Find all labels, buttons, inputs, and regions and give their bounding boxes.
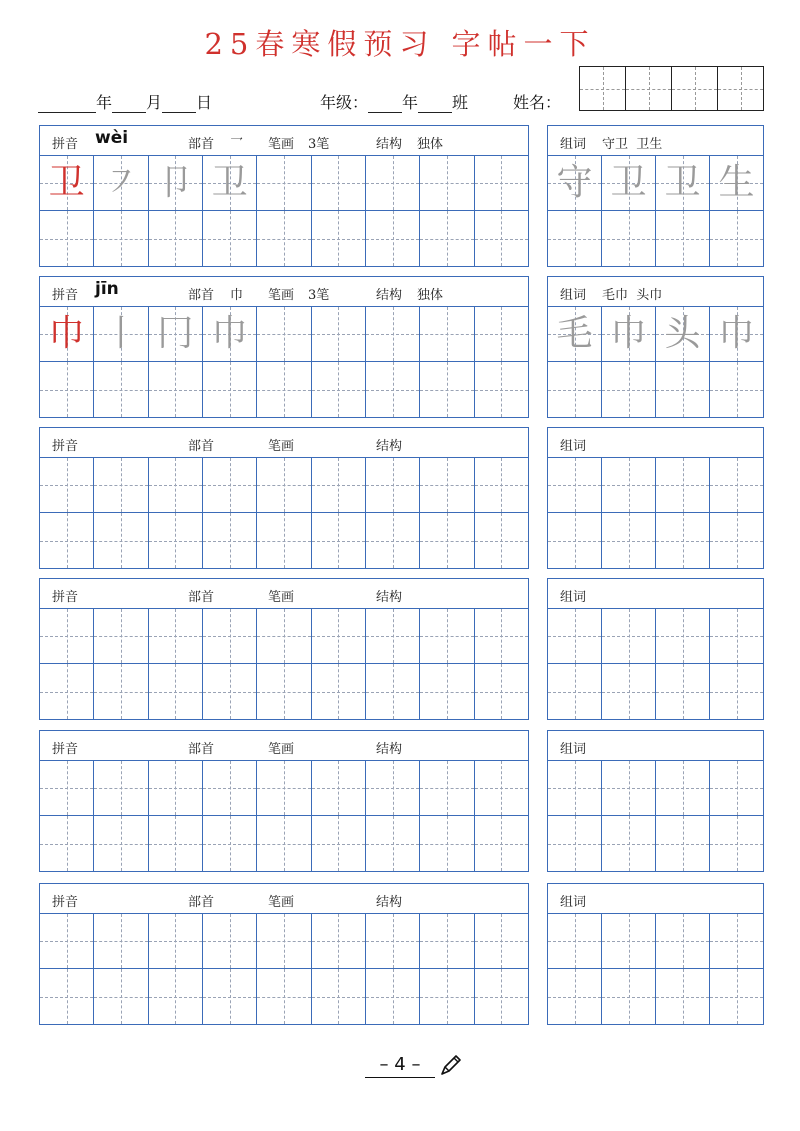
grade-year-label: 年: [402, 93, 419, 112]
writing-cell[interactable]: [312, 816, 366, 871]
word-cell[interactable]: [548, 156, 602, 210]
word-grid-box: [547, 883, 764, 1025]
word-character: 生: [718, 162, 755, 203]
main-character: 巾: [48, 313, 85, 354]
writing-cell[interactable]: [149, 969, 203, 1024]
grade-label: 年级：: [320, 93, 369, 112]
writing-cell[interactable]: [149, 458, 203, 512]
writing-cell[interactable]: [420, 211, 474, 266]
character-info-bar: [40, 126, 528, 156]
word-cell[interactable]: [656, 609, 710, 663]
writing-cell[interactable]: [312, 211, 366, 266]
writing-cell[interactable]: [203, 211, 257, 266]
writing-grid-box: [39, 125, 529, 267]
writing-cell[interactable]: [312, 609, 366, 663]
writing-cell[interactable]: [94, 362, 148, 417]
writing-cell[interactable]: [149, 307, 203, 361]
writing-cell[interactable]: [475, 969, 528, 1024]
word-cell[interactable]: [548, 969, 602, 1024]
writing-grid-box: [39, 427, 529, 569]
word-cell[interactable]: [710, 761, 763, 815]
word-cell[interactable]: [548, 458, 602, 512]
word-cell[interactable]: [602, 362, 656, 417]
writing-cell[interactable]: [94, 211, 148, 266]
writing-cell[interactable]: [420, 761, 474, 815]
writing-cell[interactable]: [257, 513, 311, 568]
writing-cell[interactable]: [366, 969, 420, 1024]
pinyin-label: 拼音: [52, 742, 79, 757]
writing-grid-box: [39, 578, 529, 720]
practice-block: [0, 276, 800, 418]
radical-label: 部首: [188, 439, 215, 454]
writing-cell[interactable]: [420, 664, 474, 719]
stroke-order-character: 丨: [102, 313, 139, 354]
writing-cell[interactable]: [203, 664, 257, 719]
radical-value: 乛: [230, 137, 244, 152]
writing-cell[interactable]: [203, 609, 257, 663]
word-cell[interactable]: [710, 513, 763, 568]
practice-block: [0, 125, 800, 267]
writing-cell[interactable]: [94, 816, 148, 871]
writing-cell[interactable]: [94, 307, 148, 361]
word-cell[interactable]: [602, 609, 656, 663]
writing-cell[interactable]: [257, 156, 311, 210]
writing-cell[interactable]: [203, 914, 257, 968]
writing-cell[interactable]: [475, 156, 528, 210]
character-info-bar: [40, 428, 528, 458]
writing-cell[interactable]: [312, 156, 366, 210]
word-grid-box: [547, 276, 764, 418]
word-cell[interactable]: [602, 664, 656, 719]
writing-cell[interactable]: [475, 513, 528, 568]
word-cell[interactable]: [710, 609, 763, 663]
strokes-label: 笔画: [268, 590, 295, 605]
words-label: 组词: [560, 137, 587, 152]
word-cell[interactable]: [548, 914, 602, 968]
writing-cell[interactable]: [203, 362, 257, 417]
writing-cell[interactable]: [312, 914, 366, 968]
name-grid[interactable]: [579, 66, 764, 111]
name-cell[interactable]: [626, 67, 672, 110]
writing-cell[interactable]: [420, 307, 474, 361]
writing-cell[interactable]: [257, 458, 311, 512]
writing-cell[interactable]: [40, 664, 94, 719]
word-cell[interactable]: [656, 458, 710, 512]
word-cell[interactable]: [602, 761, 656, 815]
writing-cell[interactable]: [149, 362, 203, 417]
writing-cell[interactable]: [420, 914, 474, 968]
class-label: 班: [452, 93, 469, 112]
strokes-label: 笔画: [268, 137, 295, 152]
writing-cell[interactable]: [94, 609, 148, 663]
radical-label: 部首: [188, 137, 215, 152]
writing-grid-box: [39, 276, 529, 418]
writing-cell[interactable]: [40, 914, 94, 968]
writing-cell[interactable]: [257, 362, 311, 417]
structure-label: 结构: [376, 742, 403, 757]
word-cell[interactable]: [710, 307, 763, 361]
writing-cell[interactable]: [40, 156, 94, 210]
writing-cell[interactable]: [149, 816, 203, 871]
words-value: 毛巾 头巾: [602, 288, 663, 303]
grade-year-blank[interactable]: [368, 97, 402, 113]
word-cell[interactable]: [656, 816, 710, 871]
words-label: 组词: [560, 895, 587, 910]
word-cell[interactable]: [548, 816, 602, 871]
structure-label: 结构: [376, 439, 403, 454]
writing-cell[interactable]: [257, 664, 311, 719]
writing-cell[interactable]: [203, 307, 257, 361]
word-cell[interactable]: [548, 664, 602, 719]
writing-cell[interactable]: [366, 609, 420, 663]
word-cell[interactable]: [602, 156, 656, 210]
practice-block: [0, 883, 800, 1025]
word-character: 卫: [610, 162, 647, 203]
radical-value: 巾: [230, 288, 244, 303]
writing-cell[interactable]: [40, 816, 94, 871]
word-character: 巾: [718, 313, 755, 354]
class-blank[interactable]: [418, 97, 452, 113]
radical-label: 部首: [188, 895, 215, 910]
writing-cell[interactable]: [257, 211, 311, 266]
writing-cell[interactable]: [420, 458, 474, 512]
words-label: 组词: [560, 439, 587, 454]
writing-cell[interactable]: [203, 458, 257, 512]
writing-cell[interactable]: [257, 914, 311, 968]
word-cell[interactable]: [602, 914, 656, 968]
writing-cell[interactable]: [312, 969, 366, 1024]
page-title: 25春寒假预习 字帖一下: [204, 27, 596, 61]
word-cell[interactable]: [548, 307, 602, 361]
structure-value: 独体: [417, 137, 444, 152]
words-info-bar: [548, 731, 763, 761]
word-cell[interactable]: [548, 211, 602, 266]
word-cell[interactable]: [710, 211, 763, 266]
structure-label: 结构: [376, 137, 403, 152]
name-cell[interactable]: [672, 67, 718, 110]
pinyin-label: 拼音: [52, 137, 79, 152]
word-cell[interactable]: [602, 211, 656, 266]
stroke-order-character: 巾: [211, 313, 248, 354]
writing-cell[interactable]: [203, 761, 257, 815]
pencil-icon: [438, 1052, 464, 1078]
writing-cell[interactable]: [366, 513, 420, 568]
writing-cell[interactable]: [475, 609, 528, 663]
words-label: 组词: [560, 590, 587, 605]
writing-cell[interactable]: [203, 156, 257, 210]
words-label: 组词: [560, 742, 587, 757]
character-info-bar: [40, 884, 528, 914]
strokes-value: 3笔: [308, 137, 330, 152]
day-blank[interactable]: [162, 97, 196, 113]
word-cell[interactable]: [710, 458, 763, 512]
word-cell[interactable]: [548, 513, 602, 568]
writing-cell[interactable]: [203, 816, 257, 871]
writing-cell[interactable]: [420, 513, 474, 568]
writing-cell[interactable]: [40, 211, 94, 266]
word-character: 毛: [556, 313, 593, 354]
pinyin-label: 拼音: [52, 439, 79, 454]
writing-cell[interactable]: [94, 914, 148, 968]
writing-cell[interactable]: [312, 458, 366, 512]
writing-cell[interactable]: [312, 362, 366, 417]
main-character: 卫: [48, 162, 85, 203]
word-cell[interactable]: [656, 156, 710, 210]
strokes-label: 笔画: [268, 742, 295, 757]
writing-cell[interactable]: [475, 664, 528, 719]
writing-cell[interactable]: [149, 664, 203, 719]
word-cell[interactable]: [710, 156, 763, 210]
practice-block: [0, 578, 800, 720]
word-cell[interactable]: [548, 362, 602, 417]
writing-cell[interactable]: [149, 156, 203, 210]
writing-cell[interactable]: [149, 609, 203, 663]
writing-cell[interactable]: [366, 211, 420, 266]
stroke-order-character: ㇇: [102, 162, 139, 203]
writing-cell[interactable]: [203, 969, 257, 1024]
writing-grid-box: [39, 883, 529, 1025]
word-cell[interactable]: [710, 664, 763, 719]
writing-cell[interactable]: [94, 664, 148, 719]
month-label: 月: [146, 93, 163, 112]
word-cell[interactable]: [602, 816, 656, 871]
writing-cell[interactable]: [40, 362, 94, 417]
word-cell[interactable]: [656, 362, 710, 417]
word-cell[interactable]: [656, 664, 710, 719]
word-cell[interactable]: [656, 513, 710, 568]
word-cell[interactable]: [710, 362, 763, 417]
words-label: 组词: [560, 288, 587, 303]
word-cell[interactable]: [656, 969, 710, 1024]
words-info-bar: [548, 579, 763, 609]
words-info-bar: [548, 277, 763, 307]
writing-cell[interactable]: [475, 761, 528, 815]
writing-cell[interactable]: [94, 761, 148, 815]
word-cell[interactable]: [548, 609, 602, 663]
writing-cell[interactable]: [420, 969, 474, 1024]
radical-label: 部首: [188, 742, 215, 757]
page-number: – 4 –: [365, 1054, 435, 1078]
word-grid-box: [547, 125, 764, 267]
writing-cell[interactable]: [40, 969, 94, 1024]
writing-cell[interactable]: [257, 609, 311, 663]
writing-cell[interactable]: [94, 156, 148, 210]
stroke-order-character: 卫: [211, 162, 248, 203]
writing-cell[interactable]: [475, 914, 528, 968]
writing-cell[interactable]: [366, 362, 420, 417]
word-cell[interactable]: [656, 761, 710, 815]
word-cell[interactable]: [602, 969, 656, 1024]
word-grid-box: [547, 427, 764, 569]
writing-cell[interactable]: [420, 816, 474, 871]
words-info-bar: [548, 428, 763, 458]
word-character: 守: [556, 162, 593, 203]
word-cell[interactable]: [656, 914, 710, 968]
word-cell[interactable]: [602, 307, 656, 361]
writing-cell[interactable]: [312, 664, 366, 719]
writing-cell[interactable]: [149, 914, 203, 968]
writing-cell[interactable]: [366, 914, 420, 968]
writing-cell[interactable]: [366, 816, 420, 871]
word-cell[interactable]: [656, 211, 710, 266]
writing-cell[interactable]: [420, 156, 474, 210]
writing-cell[interactable]: [40, 609, 94, 663]
character-info-bar: [40, 277, 528, 307]
structure-label: 结构: [376, 895, 403, 910]
writing-cell[interactable]: [40, 761, 94, 815]
pinyin-value: jīn: [95, 279, 119, 299]
practice-block: [0, 730, 800, 872]
strokes-label: 笔画: [268, 439, 295, 454]
strokes-value: 3笔: [308, 288, 330, 303]
writing-cell[interactable]: [149, 761, 203, 815]
writing-cell[interactable]: [475, 307, 528, 361]
writing-cell[interactable]: [149, 513, 203, 568]
writing-cell[interactable]: [40, 307, 94, 361]
writing-cell[interactable]: [312, 513, 366, 568]
word-character: 卫: [664, 162, 701, 203]
writing-cell[interactable]: [40, 458, 94, 512]
writing-cell[interactable]: [40, 513, 94, 568]
writing-cell[interactable]: [257, 307, 311, 361]
name-cell[interactable]: [580, 67, 626, 110]
pinyin-label: 拼音: [52, 288, 79, 303]
strokes-label: 笔画: [268, 895, 295, 910]
strokes-label: 笔画: [268, 288, 295, 303]
word-character: 巾: [610, 313, 647, 354]
name-cell[interactable]: [718, 67, 763, 110]
writing-cell[interactable]: [366, 761, 420, 815]
radical-label: 部首: [188, 590, 215, 605]
writing-cell[interactable]: [257, 969, 311, 1024]
character-info-bar: [40, 731, 528, 761]
writing-cell[interactable]: [94, 458, 148, 512]
writing-cell[interactable]: [420, 362, 474, 417]
writing-cell[interactable]: [366, 156, 420, 210]
writing-cell[interactable]: [149, 211, 203, 266]
writing-cell[interactable]: [94, 513, 148, 568]
writing-cell[interactable]: [203, 513, 257, 568]
words-value: 守卫 卫生: [602, 137, 663, 152]
writing-cell[interactable]: [475, 362, 528, 417]
words-info-bar: [548, 126, 763, 156]
stroke-order-character: 冂: [157, 313, 194, 354]
grade-fields: [320, 90, 468, 113]
writing-cell[interactable]: [420, 609, 474, 663]
pinyin-value: wèi: [95, 128, 129, 148]
year-label: 年: [96, 93, 113, 112]
month-blank[interactable]: [112, 97, 146, 113]
writing-cell[interactable]: [366, 458, 420, 512]
structure-label: 结构: [376, 590, 403, 605]
word-cell[interactable]: [710, 969, 763, 1024]
word-cell[interactable]: [602, 513, 656, 568]
writing-grid-box: [39, 730, 529, 872]
structure-label: 结构: [376, 288, 403, 303]
date-fields: [38, 90, 212, 113]
word-cell[interactable]: [602, 458, 656, 512]
writing-cell[interactable]: [257, 761, 311, 815]
writing-cell[interactable]: [366, 307, 420, 361]
word-character: 头: [664, 313, 701, 354]
word-cell[interactable]: [656, 307, 710, 361]
stroke-order-character: 卩: [157, 162, 194, 203]
year-blank[interactable]: [38, 97, 96, 113]
writing-cell[interactable]: [366, 664, 420, 719]
writing-cell[interactable]: [312, 761, 366, 815]
pinyin-label: 拼音: [52, 895, 79, 910]
word-grid-box: [547, 578, 764, 720]
radical-label: 部首: [188, 288, 215, 303]
writing-cell[interactable]: [257, 816, 311, 871]
word-cell[interactable]: [548, 761, 602, 815]
day-label: 日: [196, 93, 213, 112]
writing-cell[interactable]: [475, 458, 528, 512]
writing-cell[interactable]: [312, 307, 366, 361]
writing-cell[interactable]: [475, 816, 528, 871]
writing-cell[interactable]: [94, 969, 148, 1024]
word-cell[interactable]: [710, 914, 763, 968]
name-label: 姓名：: [513, 93, 562, 112]
writing-cell[interactable]: [475, 211, 528, 266]
pinyin-label: 拼音: [52, 590, 79, 605]
character-info-bar: [40, 579, 528, 609]
word-grid-box: [547, 730, 764, 872]
practice-block: [0, 427, 800, 569]
words-info-bar: [548, 884, 763, 914]
word-cell[interactable]: [710, 816, 763, 871]
structure-value: 独体: [417, 288, 444, 303]
